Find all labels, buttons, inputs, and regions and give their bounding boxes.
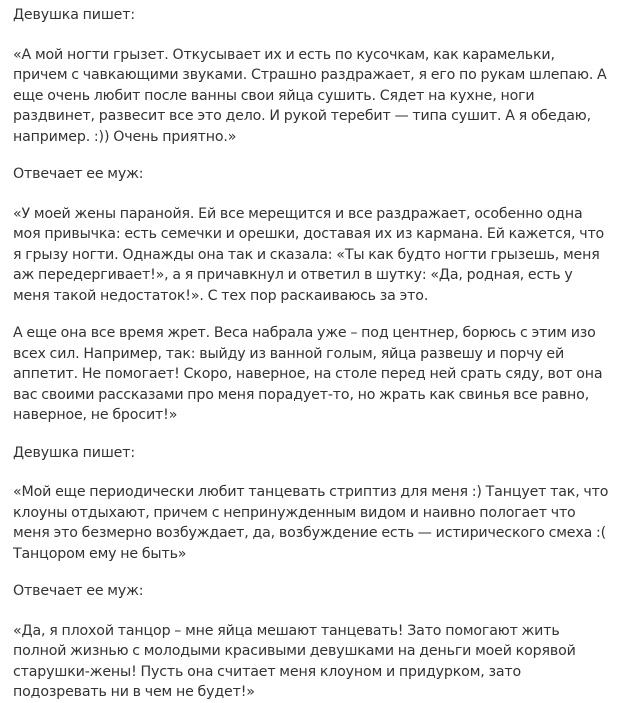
post-paragraph: «А мой ногти грызет. Откусывает их и есть по кусочкам, как карамельки, причем с чавкающими звуками. Страшно раздражает, я его по рукам шлепаю. А еще очень любит после ванны свои яйца сушить. Сядет на кухне, ноги раздвинет, развесит все это дело. И рукой теребит — типа сушит. А я обедаю, например. :)) Очень приятно.»: [13, 46, 607, 145]
speaker-label: Отвечает ее муж:: [13, 583, 144, 599]
speaker-label: Отвечает ее муж:: [13, 166, 144, 182]
post-paragraph: А еще она все время жрет. Веса набрала уже – под центнер, борюсь с этим изо всех сил. Например, так: выйду из ванной голым, яйца развешу и порчу ей аппетит. Не помогает! Скоро, наверное, на столе перед ней срать сяду, вот она вас своими рассказами про меня порадует-то, но жрать как свинья все равно, наверное, не бросит!»: [13, 325, 603, 423]
post-paragraph: «Мой еще периодически любит танцевать стриптиз для меня :) Танцует так, что клоуны отдыхают, причем с непринужденным видом и наивно пологает что меня это безмерно возбуждает, да, возбуждение есть — истирического смеха :( Танцором ему не быть»: [13, 484, 609, 562]
post-paragraph: «У моей жены паранойя. Ей все мерещится и все раздражает, особенно одна моя привычка: есть семечки и орешки, доставая их из кармана. Ей кажется, что я грызу ногти. Однажды она так и сказала: «Ты как будто ногти грызешь, меня аж передергивает!», а я причавкнул и ответил в шутку: «Да, родная, есть у меня такой недостаток!». С тех пор раскаиваюсь за это.: [13, 205, 605, 304]
speaker-label: Девушка пишет:: [13, 7, 135, 23]
speaker-label: Девушка пишет:: [13, 444, 135, 461]
post-paragraph: «Да, я плохой танцор – мне яйца мешают танцевать! Зато помогают жить полной жизнью с молодыми красивыми девушками на деньги моей корявой старушки-жены! Пусть она считает меня клоуном и придурком, зато подозревать ни в чем не будет!»: [13, 622, 576, 700]
